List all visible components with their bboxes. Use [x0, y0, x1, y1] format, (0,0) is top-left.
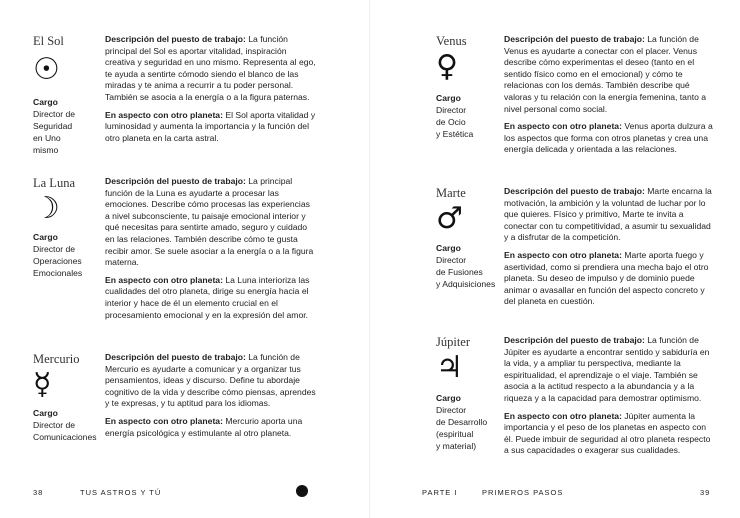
- desc-label: Descripción del puesto de trabajo:: [105, 34, 246, 44]
- cargo-marte: [436, 242, 495, 290]
- mercury-icon: ☿: [33, 367, 52, 402]
- cargo-line: Director: [436, 255, 467, 265]
- page-number-right: 39: [700, 488, 711, 497]
- description-mercurio: [105, 352, 317, 445]
- aspect-label: En aspecto con otro planeta:: [504, 249, 622, 260]
- cargo-line: (espiritual: [436, 429, 474, 439]
- running-title-right: PRIMEROS PASOS: [482, 488, 564, 497]
- desc-text: La función de Mercurio es ayudarte a comunicar y a organizar tus pensamientos, ideas y discurso. Define tu abordaje cognitivo de la vida y describe cómo piensas, aprendes y te expresas, y tu aptitud para los idiomas.: [105, 352, 316, 409]
- cargo-line: en Uno: [33, 133, 61, 143]
- description-luna: [105, 176, 317, 327]
- aspect-text: Júpiter aumenta la importancia y el peso de los planetas en aspecto con él. Puede imbuir de seguridad al otro planeta respecto a sus capacidades o exagerar sus cualidades.: [504, 410, 711, 456]
- cargo-label: Cargo: [436, 93, 461, 103]
- aspect-text: Mercurio aporta una energía psicológica y estimulante al otro planeta.: [105, 415, 303, 438]
- cargo-line: Director de: [33, 244, 76, 254]
- cargo-line: y material): [436, 441, 477, 451]
- planet-name-jupiter: Júpiter: [436, 335, 471, 349]
- aspect-label: En aspecto con otro planeta:: [504, 410, 622, 421]
- cargo-mercurio: [33, 407, 97, 443]
- page-number-left: 38: [33, 488, 44, 497]
- venus-icon: ♀: [436, 49, 458, 84]
- cargo-line: y Estética: [436, 129, 474, 139]
- desc-label: Descripción del puesto de trabajo:: [504, 335, 645, 345]
- desc-label: Descripción del puesto de trabajo:: [105, 352, 246, 362]
- cargo-line: Emocionales: [33, 268, 83, 278]
- planet-name-luna: La Luna: [33, 176, 75, 190]
- desc-text: La función principal del Sol es aportar vitalidad, inspiración creativa y seguridad en uno mismo. Representa al ego, te ayuda a sentirte cómodo siendo el blanco de las miradas y te anima a recurrir a tu poder personal. También se asocia a la energía o a la figura paternas.: [105, 34, 316, 102]
- mars-icon: ♂: [436, 201, 463, 236]
- description-venus: [504, 34, 716, 162]
- aspect-label: En aspecto con otro planeta:: [105, 109, 223, 120]
- cargo-line: de Ocio: [436, 117, 466, 127]
- desc-text: La función de Venus es ayudarte a conectar con el placer. Venus describe cómo experimentas el deseo (tanto en el sentido físico como en el emocional) y cómo te relacionas con los demás. También describe qué valoras y tu relación con la energía femenina, tanto a nivel personal como social.: [504, 34, 707, 114]
- cargo-luna: [33, 231, 82, 279]
- desc-text: La principal función de la Luna es ayudarte a procesar las emociones. Describe cómo procesas las experiencias a nivel subconsciente, tu paisaje emocional interior y qué necesitas para sentirte amado, seguro y cuidado en las relaciones. También describe cómo te gusta recibir amor. Se suele asociar a la energía o a la figura materna.: [105, 176, 314, 268]
- cargo-venus: [436, 92, 473, 140]
- description-jupiter: [504, 335, 716, 463]
- cargo-line: Seguridad: [33, 121, 73, 131]
- desc-label: Descripción del puesto de trabajo:: [105, 176, 246, 186]
- cargo-line: mismo: [33, 145, 59, 155]
- aspect-label: En aspecto con otro planeta:: [105, 415, 223, 426]
- right-page: [370, 0, 740, 518]
- cargo-line: Director de: [33, 109, 76, 119]
- sun-icon: ☉: [33, 52, 60, 87]
- cargo-label: Cargo: [33, 97, 58, 107]
- cargo-label: Cargo: [33, 232, 58, 242]
- cargo-label: Cargo: [33, 408, 58, 418]
- moon-icon: ☽: [33, 191, 60, 226]
- cargo-line: y Adquisiciones: [436, 279, 496, 289]
- description-marte: [504, 186, 716, 314]
- cargo-line: Operaciones: [33, 256, 82, 266]
- cargo-label: Cargo: [436, 243, 461, 253]
- desc-text: Marte encarna la motivación, la ambición y la voluntad de luchar por lo que quieres. Físico y primitivo, Marte te invita a conectar con tu competitividad, a asumir tu sexualidad y a disfrutar de la competición.: [504, 186, 712, 243]
- aspect-text: La Luna interioriza las cualidades del otro planeta, dirige su energía hacia el interior y hace de él un elemento crucial en el procesamiento emocional y en la expresión del amor.: [105, 274, 310, 320]
- aspect-label: En aspecto con otro planeta:: [105, 274, 223, 285]
- aspect-text: Venus aporta dulzura a los aspectos que forma con otros planetas y crea una energía delicada y orientada a las relaciones.: [504, 121, 713, 155]
- description-sol: [105, 34, 317, 150]
- cargo-sol: [33, 96, 75, 156]
- running-title-left: TUS ASTROS Y TÚ: [80, 488, 162, 497]
- cargo-label: Cargo: [436, 393, 461, 403]
- desc-label: Descripción del puesto de trabajo:: [504, 34, 645, 44]
- planet-name-mercurio: Mercurio: [33, 352, 80, 366]
- cargo-jupiter: [436, 392, 487, 452]
- planet-name-marte: Marte: [436, 186, 466, 200]
- cargo-line: Comunicaciones: [33, 432, 97, 442]
- planet-name-sol: El Sol: [33, 34, 64, 48]
- aspect-text: El Sol aporta vitalidad y luminosidad y aumenta la importancia y la función del otro planeta en la carta astral.: [105, 109, 316, 143]
- desc-text: La función de Júpiter es ayudarte a encontrar sentido y sabiduría en la vida, y a ampliar tu perspectiva, mediante la espiritualidad, el aprendizaje o el viaje. También se asocia a la actitud respecto a la abundancia y a la riqueza y a la capacidad para demostrar optimismo.: [504, 335, 710, 403]
- aspect-text: Marte aporta fuego y asertividad, como si prendiera una mecha bajo el otro planeta. Su deseo de impulso y de dominio puede animar o avasallar en función del aspecto concreto y del planeta en cuestión.: [504, 249, 709, 307]
- desc-label: Descripción del puesto de trabajo:: [504, 186, 645, 196]
- running-part-right: PARTE I: [422, 488, 458, 497]
- aspect-label: En aspecto con otro planeta:: [504, 121, 622, 132]
- cargo-line: de Desarrollo: [436, 417, 488, 427]
- decorative-dot: [296, 485, 308, 497]
- jupiter-icon: ♃: [436, 350, 463, 385]
- cargo-line: Director: [436, 105, 467, 115]
- planet-name-venus: Venus: [436, 34, 467, 48]
- cargo-line: de Fusiones: [436, 267, 483, 277]
- cargo-line: Director: [436, 405, 467, 415]
- cargo-line: Director de: [33, 420, 76, 430]
